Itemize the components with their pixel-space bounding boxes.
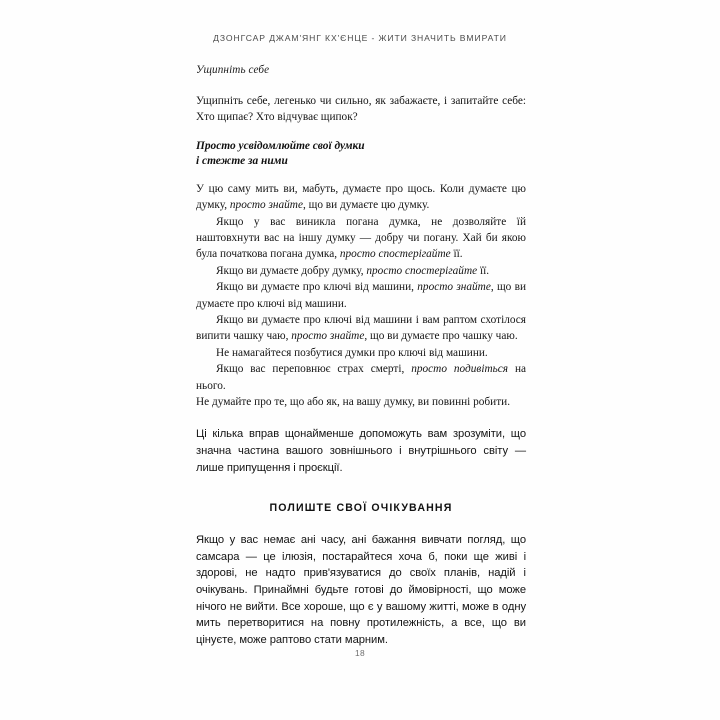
- paragraph-this-moment-part-b: , що ви думаєте цю думку.: [302, 199, 430, 212]
- block-heading-line-2: і стежте за ними: [196, 155, 288, 168]
- paragraph-cup-of-tea: [196, 312, 526, 345]
- block-heading-awareness: [196, 139, 526, 170]
- paragraph-cup-of-tea-part-b: , що ви думаєте про чашку чаю.: [364, 330, 518, 343]
- paragraph-car-keys: [196, 279, 526, 312]
- paragraph-fear-of-death-part-b: на нього.: [196, 363, 527, 392]
- paragraph-do-not-try: Не намагайтеся позбутися думки про ключі від машини.: [216, 346, 488, 359]
- paragraph-good-thought-part-b: її.: [477, 264, 490, 277]
- paragraph-good-thought-part-a: Якщо ви думаєте добру думку,: [216, 264, 367, 277]
- page-number: 18: [354, 648, 366, 658]
- paragraph-this-moment: [196, 181, 526, 214]
- paragraph-this-moment-emphasis: просто знайте: [229, 199, 303, 212]
- meditation-instruction-group: [196, 181, 526, 411]
- paragraph-exercises-conclusion: Ці кілька вправ щонайменше допоможуть вам зрозуміти, що значна частина вашого зовнішнього і внутрішнього світу — лише припущення і проєкції.: [196, 428, 526, 474]
- paragraph-bad-thought: [196, 214, 526, 263]
- block-heading-line-1: Просто усвідомлюйте свої думки: [196, 139, 365, 152]
- paragraph-fear-of-death-emphasis: просто подивіться: [411, 363, 509, 376]
- paragraph-bad-thought-part-b: її.: [450, 248, 463, 261]
- paragraph-bad-thought-emphasis: просто спостерігайте: [339, 248, 451, 261]
- text-column: [196, 62, 526, 648]
- paragraph-cup-of-tea-emphasis: просто знайте: [291, 330, 365, 343]
- paragraph-this-moment-part-a: У цю саму мить ви, мабуть, думаєте про щось. Коли думаєте цю думку,: [196, 182, 526, 212]
- paragraph-good-thought: [196, 263, 526, 279]
- paragraph-good-thought-emphasis: просто спостерігайте: [366, 264, 478, 277]
- paragraph-bad-thought-part-a: Якщо у вас виникла погана думка, не дозволяйте їй наштовхнути вас на іншу думку — добру чи погану. Хай би якою була початкова погана думка,: [196, 215, 526, 261]
- paragraph-car-keys-part-a: Якщо ви думаєте про ключі від машини,: [216, 281, 418, 294]
- paragraph-fear-of-death-part-a: Якщо вас переповнює страх смерті,: [216, 363, 412, 376]
- paragraph-do-not-think: Не думайте про те, що або як, на вашу думку, ви повинні робити.: [196, 396, 511, 409]
- paragraph-pinch-instruction: Ущипніть себе, легенько чи сильно, як забажаєте, і запитайте себе: Хто щипає? Хто відчуває щипок?: [196, 94, 526, 124]
- paragraph-car-keys-part-b: , що ви думаєте про ключі від машини.: [196, 281, 527, 310]
- subheading-pinch-yourself: Ущипніть себе: [196, 64, 270, 76]
- section-heading-expectations: ПОЛИШТЕ СВОЇ ОЧІКУВАННЯ: [269, 502, 453, 515]
- paragraph-fear-of-death: [196, 361, 526, 394]
- paragraph-car-keys-emphasis: просто знайте: [417, 281, 491, 294]
- running-header: ДЗОНГСАР ДЖАМ'ЯНГ КХ'ЄНЦЕ - ЖИТИ ЗНАЧИТЬ ВМИРАТИ: [213, 33, 507, 43]
- paragraph-cup-of-tea-part-a: Якщо ви думаєте про ключі від машини і вам раптом схотілося випити чашку чаю,: [196, 314, 526, 343]
- paragraph-samsara-illusion: Якщо у вас немає ані часу, ані бажання вивчати погляд, що самсара — це ілюзія, постарайтеся хоча б, поки ще живі і здорові, не надто прив'язуватися до своїх планів, надій і очікувань. Принаймні будьте готові до ймовірності, що може нічого не вийти. Все хороше, що є у вашому житті, може в одну мить перетворитися на повну протилежність, а все, що ви цінуєте, може раптово стати марним.: [196, 534, 526, 646]
